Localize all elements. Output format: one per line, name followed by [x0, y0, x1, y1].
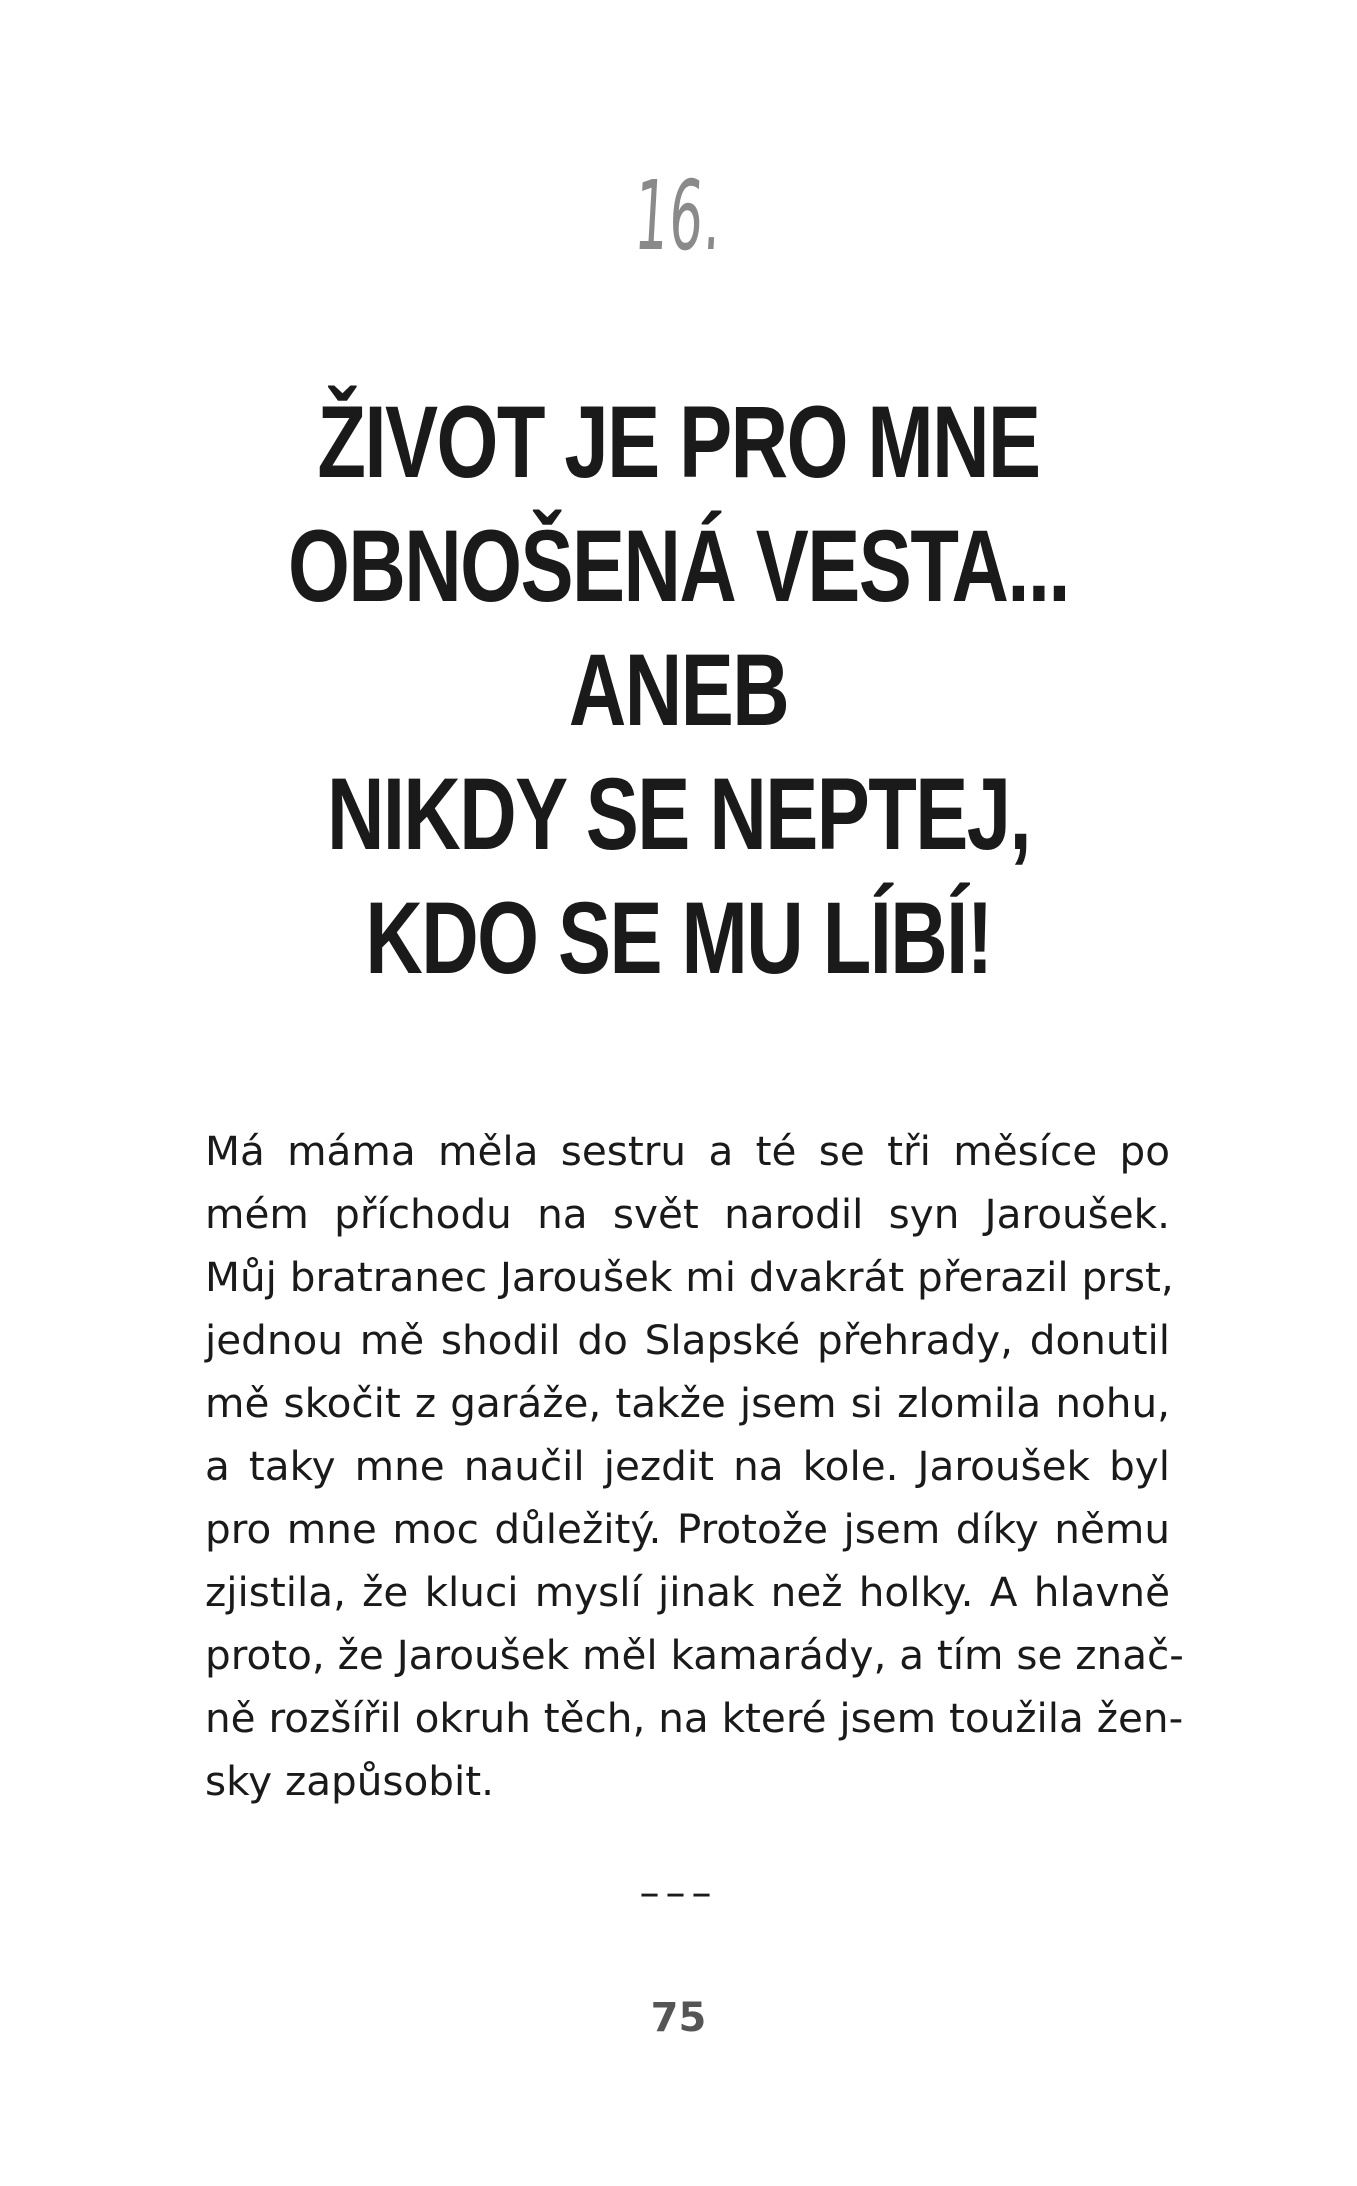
section-separator: –––: [639, 1870, 718, 1916]
chapter-title: [0, 380, 1357, 1000]
body-line: proto, že Jaroušek měl kamarády, a tím se znač-: [205, 1631, 1184, 1679]
body-paragraph: [205, 1120, 1184, 1813]
title-line: ŽIVOT JE PRO MNE: [317, 385, 1040, 499]
title-line: KDO SE MU LÍBÍ!: [365, 881, 992, 995]
body-line: Můj bratranec Jaroušek mi dvakrát přerazil prst,: [205, 1253, 1174, 1301]
title-line: ANEB: [568, 633, 789, 747]
body-line: mě skočit z garáže, takže jsem si zlomila nohu,: [205, 1379, 1170, 1427]
page-number: 75: [650, 1995, 707, 2041]
body-line: a taky mne naučil jezdit na kole. Jaroušek byl: [205, 1442, 1170, 1490]
body-line: mém příchodu na svět narodil syn Jaroušek.: [205, 1190, 1170, 1238]
chapter-number: 16.: [631, 160, 726, 272]
body-line: Má máma měla sestru a té se tři měsíce po: [205, 1127, 1170, 1175]
body-line: ně rozšířil okruh těch, na které jsem toužila žen-: [205, 1694, 1184, 1742]
title-line: NIKDY SE NEPTEJ,: [326, 757, 1031, 871]
body-line: pro mne moc důležitý. Protože jsem díky němu: [205, 1505, 1170, 1553]
body-line: jednou mě shodil do Slapské přehrady, donutil: [205, 1316, 1170, 1364]
body-line: sky zapůsobit.: [205, 1757, 494, 1805]
title-line: OBNOŠENÁ VESTA...: [288, 509, 1069, 623]
body-line: zjistila, že kluci myslí jinak než holky. A hlavně: [205, 1568, 1170, 1616]
